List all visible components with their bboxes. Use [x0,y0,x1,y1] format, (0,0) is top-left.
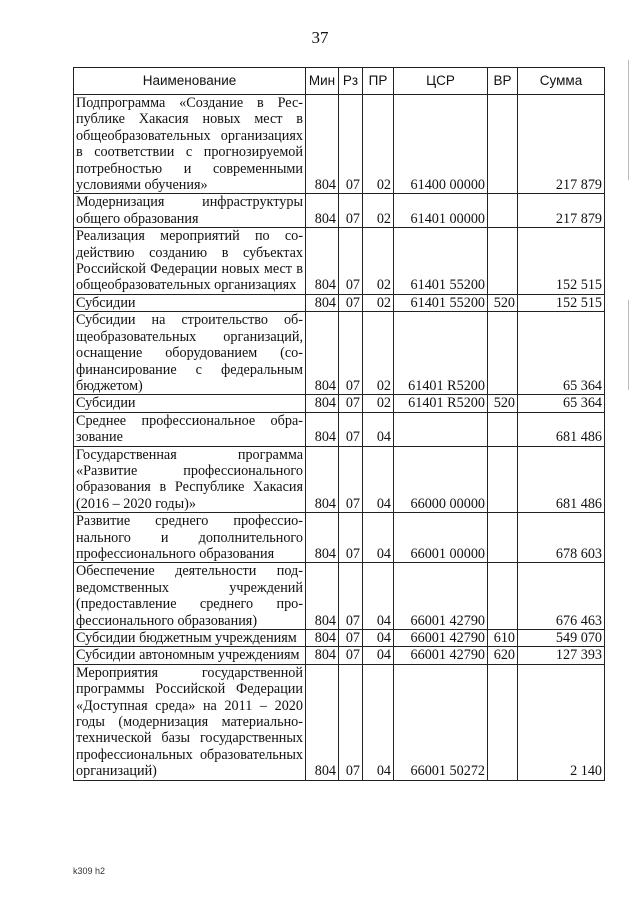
table-row [74,630,605,647]
cell-vr: 520 [488,395,518,412]
cell-pr: 04 [363,446,394,513]
cell-sum: 217 879 [518,194,605,228]
header-rz: Рз [339,68,363,95]
cell-rz: 07 [339,395,363,412]
cell-rz: 07 [339,563,363,630]
cell-name: Субсидии на строительство общеобразовательных организаций, оснащение оборудованием (софинансирование с федеральным бюджетом) [74,312,306,395]
table-body [74,95,605,781]
table-row [74,513,605,563]
cell-min: 804 [306,395,339,412]
cell-min: 804 [306,412,339,446]
cell-sum: 65 364 [518,395,605,412]
cell-pr: 02 [363,194,394,228]
cell-rz: 07 [339,294,363,311]
table-row [74,95,605,194]
header-row [74,68,605,95]
cell-min: 804 [306,513,339,563]
table-row [74,647,605,664]
table-row [74,294,605,311]
cell-min: 804 [306,446,339,513]
header-vr: ВР [488,68,518,95]
cell-min: 804 [306,194,339,228]
cell-pr: 02 [363,228,394,295]
scan-edge-mark [628,300,629,390]
cell-vr [488,95,518,194]
cell-pr: 04 [363,664,394,780]
cell-pr: 04 [363,412,394,446]
header-name: Наименование [74,68,306,95]
cell-pr: 02 [363,95,394,194]
cell-min: 804 [306,228,339,295]
cell-rz: 07 [339,194,363,228]
cell-sum: 549 070 [518,630,605,647]
cell-csr: 61401 R5200 [394,312,488,395]
cell-name: Мероприятия государственной программы Российской Федерации «Доступная среда» на 2011 – 2020 годы (модернизация материально-технической базы государственных профессиональных образовательных организаций) [74,664,306,780]
cell-min: 804 [306,647,339,664]
table-row [74,312,605,395]
scan-edge-mark [628,60,629,180]
cell-pr: 02 [363,312,394,395]
cell-min: 804 [306,563,339,630]
cell-name: Обеспечение деятельности подведомственных учреждений (предоставление среднего профессионального образования) [74,563,306,630]
cell-name: Субсидии [74,294,306,311]
cell-vr [488,412,518,446]
cell-csr: 66001 42790 [394,647,488,664]
cell-vr [488,312,518,395]
page-number: 37 [311,28,329,47]
cell-name: Среднее профессиональное образование [74,412,306,446]
cell-csr: 61400 00000 [394,95,488,194]
cell-vr [488,228,518,295]
cell-vr [488,194,518,228]
cell-name: Реализация мероприятий по содействию созданию в субъектах Российской Федерации новых мест в общеобразовательных организациях [74,228,306,295]
budget-table [73,67,605,781]
cell-name: Развитие среднего профессионального и дополнительного профессионального образования [74,513,306,563]
cell-sum: 681 486 [518,412,605,446]
cell-name: Модернизация инфраструктуры общего образования [74,194,306,228]
cell-sum: 676 463 [518,563,605,630]
cell-vr: 520 [488,294,518,311]
cell-sum: 127 393 [518,647,605,664]
cell-rz: 07 [339,95,363,194]
table-row [74,194,605,228]
cell-csr: 61401 R5200 [394,395,488,412]
header-min: Мин [306,68,339,95]
cell-sum: 2 140 [518,664,605,780]
cell-vr: 620 [488,647,518,664]
table-row [74,412,605,446]
cell-rz: 07 [339,412,363,446]
cell-csr: 61401 55200 [394,228,488,295]
cell-vr [488,664,518,780]
cell-pr: 02 [363,395,394,412]
table-row [74,664,605,780]
cell-csr: 66001 42790 [394,630,488,647]
cell-rz: 07 [339,630,363,647]
header-pr: ПР [363,68,394,95]
table-row [74,563,605,630]
cell-vr [488,563,518,630]
cell-csr: 66001 42790 [394,563,488,630]
cell-csr [394,412,488,446]
table-row [74,228,605,295]
cell-rz: 07 [339,647,363,664]
cell-name: Субсидии [74,395,306,412]
cell-pr: 04 [363,513,394,563]
cell-pr: 04 [363,630,394,647]
cell-name: Субсидии бюджетным учреждениям [74,630,306,647]
footer-code: k309 h2 [73,866,106,876]
cell-name: Субсидии автономным учреждениям [74,647,306,664]
cell-rz: 07 [339,664,363,780]
table-header [74,68,605,95]
cell-sum: 152 515 [518,294,605,311]
cell-pr: 04 [363,647,394,664]
cell-min: 804 [306,312,339,395]
table-row [74,395,605,412]
cell-rz: 07 [339,312,363,395]
cell-name: Государственная программа «Развитие профессионального образования в Республике Хакасия (2016 – 2020 годы)» [74,446,306,513]
cell-pr: 04 [363,563,394,630]
cell-sum: 681 486 [518,446,605,513]
header-sum: Сумма [518,68,605,95]
cell-csr: 61401 55200 [394,294,488,311]
cell-min: 804 [306,95,339,194]
cell-rz: 07 [339,228,363,295]
cell-rz: 07 [339,446,363,513]
cell-vr [488,446,518,513]
cell-name: Подпрограмма «Создание в Республике Хакасия новых мест в общеобразовательных организациях в соответствии с прогнозируемой потребностью и современными условиями обучения» [74,95,306,194]
cell-csr: 66001 00000 [394,513,488,563]
cell-csr: 66000 00000 [394,446,488,513]
cell-vr: 610 [488,630,518,647]
cell-sum: 678 603 [518,513,605,563]
cell-rz: 07 [339,513,363,563]
cell-pr: 02 [363,294,394,311]
cell-min: 804 [306,630,339,647]
cell-sum: 152 515 [518,228,605,295]
cell-csr: 61401 00000 [394,194,488,228]
header-csr: ЦСР [394,68,488,95]
table-row [74,446,605,513]
cell-csr: 66001 50272 [394,664,488,780]
cell-min: 804 [306,294,339,311]
cell-sum: 217 879 [518,95,605,194]
cell-sum: 65 364 [518,312,605,395]
cell-min: 804 [306,664,339,780]
cell-vr [488,513,518,563]
